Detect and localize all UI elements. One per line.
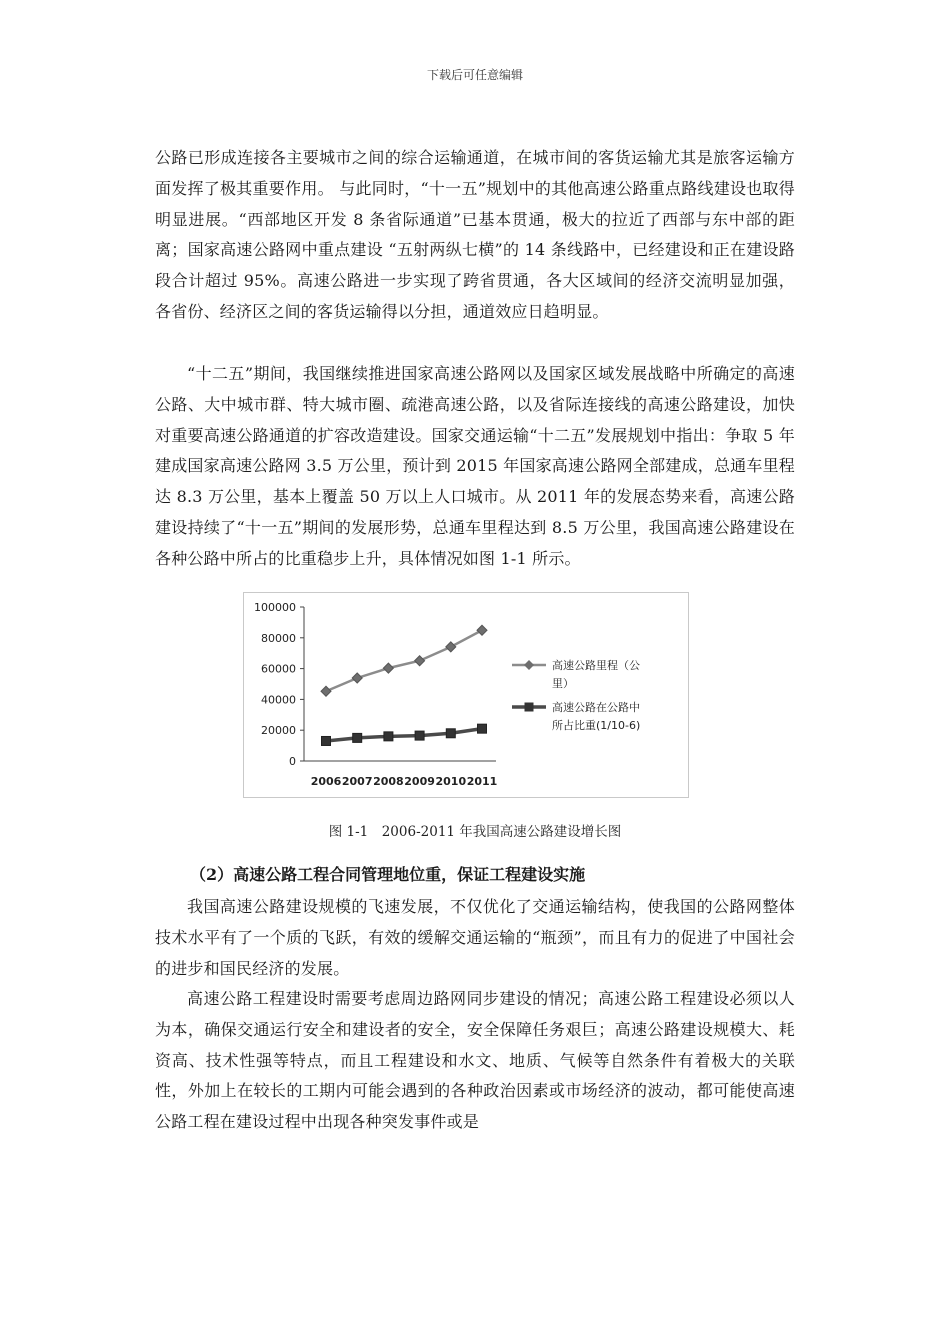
data-point-diamond xyxy=(477,625,487,635)
y-tick-label: 0 xyxy=(289,755,296,768)
x-tick-label: 2011 xyxy=(466,775,498,788)
data-point-square xyxy=(478,724,487,733)
data-point-diamond xyxy=(352,673,362,683)
y-tick-label: 40000 xyxy=(261,693,296,707)
section-heading: （2）高速公路工程合同管理地位重，保证工程建设实施 xyxy=(190,865,586,884)
series-line-2 xyxy=(326,729,482,741)
data-point-diamond xyxy=(383,663,393,673)
legend-label-1: 高速公路里程（公 xyxy=(552,659,640,672)
y-tick-label: 20000 xyxy=(261,724,296,738)
x-tick-label: 2008 xyxy=(373,775,404,788)
data-point-diamond xyxy=(446,642,456,652)
x-tick-label: 2009 xyxy=(404,775,435,788)
data-point-square xyxy=(415,731,424,740)
data-point-diamond xyxy=(321,686,331,696)
data-point-square xyxy=(446,729,455,738)
x-tick-label: 2010 xyxy=(435,775,467,788)
y-tick-label: 100000 xyxy=(254,601,296,614)
y-tick-label: 80000 xyxy=(261,631,296,645)
y-tick-label: 60000 xyxy=(261,662,296,676)
page-header: 下载后可任意编辑 xyxy=(426,68,523,82)
legend-marker-1 xyxy=(524,660,534,670)
x-tick-label: 2006 xyxy=(310,775,342,788)
legend-label-2: 高速公路在公路中 xyxy=(552,701,640,714)
figure-caption: 图 1-1 2006-2011 年我国高速公路建设增长图 xyxy=(328,824,622,840)
paragraph-3: 我国高速公路建设规模的飞速发展，不仅优化了交通运输结构，使我国的公路网整体技术水平有了一个质的飞跃，有效的缓解交通运输的“瓶颈”，而且有力的促进了中国社会的进步和国民经济的发展。 xyxy=(155,897,795,978)
data-point-square xyxy=(353,733,362,742)
series-line-1 xyxy=(326,630,482,691)
legend-marker-2 xyxy=(525,703,534,712)
paragraph-4: 高速公路工程建设时需要考虑周边路网同步建设的情况；高速公路工程建设必须以人为本，确保交通运行安全和建设者的安全，安全保障任务艰巨；高速公路建设规模大、耗资高、技术性强等特点，而且工程建设和水文、地质、气候等自然条件有着极大的关联性，外加上在较长的工期内可能会遇到的各种政治因素或市场经济的波动，都可能使高速公路工程在建设过程中出现各种突发事件或是 xyxy=(155,989,795,1132)
paragraph-2: “十二五”期间，我国继续推进国家高速公路网以及国家区域发展战略中所确定的高速公路、大中城市群、特大城市圈、疏港高速公路，以及省际连接线的高速公路建设，加快对重要高速公路通道的扩容改造建设。国家交通运输“十二五”发展规划中指出：争取 5 年建成国家高速公路网 3.5 万公里，预计到 2015 年国家高速公路网全部建成，总通车里程达 8.3 万公里，基本上覆盖 50 万以上人口城市。从 2011 年的发展态势来看，高速公路建设持续了“十一五”期间的发展形势，总通车里程达到 8.5 万公里，我国高速公路建设在各种公路中所占的比重稳步上升，具体情况如图 1-1 所示。 xyxy=(155,364,795,568)
legend-label-2-line2: 所占比重(1/10-6) xyxy=(552,719,641,732)
data-point-square xyxy=(322,736,331,745)
line-chart xyxy=(244,593,688,797)
paragraph-1: 公路已形成连接各主要城市之间的综合运输通道，在城市间的客货运输尤其是旅客运输方面发挥了极其重要作用。 与此同时，“十一五”规划中的其他高速公路重点路线建设也取得明显进展。“西部地区开发 8 条省际通道”已基本贯通，极大的拉近了西部与东中部的距离；国家高速公路网中重点建设 “五射两纵七横”的 14 条线路中，已经建设和正在建设路段合计超过 95%。高速公路进一步实现了跨省贯通，各大区域间的经济交流明显加强，各省份、经济区之间的客货运输得以分担，通道效应日趋明显。 xyxy=(155,148,795,321)
x-tick-label: 2007 xyxy=(341,775,373,788)
chart-figure xyxy=(243,592,689,798)
data-point-diamond xyxy=(415,656,425,666)
legend-label-1-line2: 里） xyxy=(552,677,574,690)
data-point-square xyxy=(384,732,393,741)
